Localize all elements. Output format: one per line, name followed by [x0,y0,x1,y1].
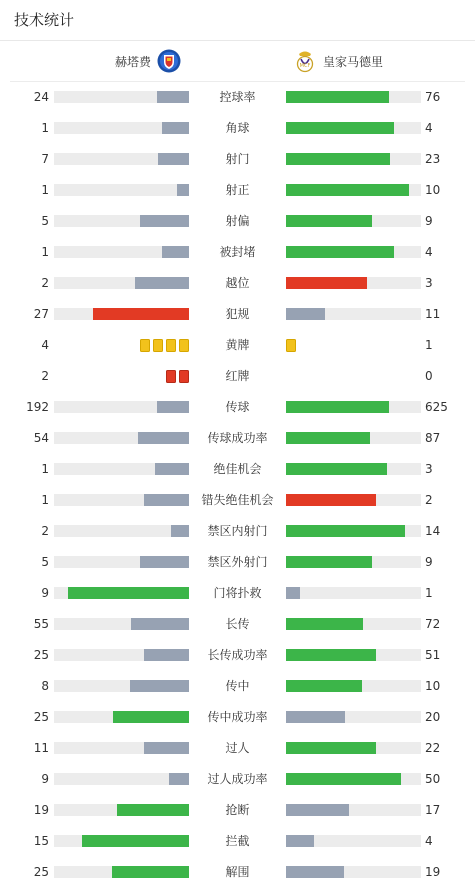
stat-row [0,795,475,826]
away-bar-fill [286,649,376,661]
away-value: 14 [425,524,441,538]
away-value: 2 [425,493,433,507]
home-yellow-cards [140,339,189,352]
away-bar-fill [286,680,362,692]
away-value: 10 [425,679,441,693]
home-bar-fill [138,432,189,444]
away-value: 10 [425,183,441,197]
stat-row [0,361,475,392]
home-bar-track [54,91,189,103]
home-bar-fill [140,556,189,568]
red-card-icon [166,370,176,383]
home-team-name: 赫塔费 [114,54,151,69]
stat-label: 角球 [225,121,250,135]
away-bar-fill [286,525,405,537]
away-bar-fill [286,184,409,196]
home-red-cards [166,370,189,383]
stat-label: 传球 [225,400,250,414]
away-value: 20 [425,710,441,724]
away-bar-track [286,587,421,599]
home-bar-track [54,587,189,599]
home-bar-fill [113,711,189,723]
real-madrid-crest-icon [293,49,317,73]
away-bar-fill [286,308,325,320]
away-bar-fill [286,711,345,723]
away-bar-track [286,463,421,475]
away-bar-track [286,866,421,878]
yellow-card-icon [153,339,163,352]
home-bar-track [54,494,189,506]
stat-row [0,516,475,547]
yellow-card-icon [286,339,296,352]
stat-row [0,454,475,485]
stat-row [0,330,475,361]
away-bar-track [286,773,421,785]
away-bar-fill [286,401,389,413]
stat-label: 传中 [225,679,250,693]
away-bar-fill [286,91,389,103]
stat-label: 黄牌 [225,338,250,352]
away-value: 19 [425,865,441,879]
stat-row [0,237,475,268]
stat-row [0,578,475,609]
home-bar-track [54,463,189,475]
away-bar-track [286,432,421,444]
stat-row [0,609,475,640]
home-bar-fill [177,184,189,196]
away-value: 22 [425,741,441,755]
away-value: 23 [425,152,441,166]
stat-row [0,82,475,113]
home-bar-track [54,246,189,258]
away-bar-track [286,184,421,196]
home-value: 24 [33,90,49,104]
stat-label: 红牌 [225,369,250,383]
home-bar-track [54,122,189,134]
away-bar-fill [286,215,372,227]
stat-row [0,826,475,857]
home-value: 27 [33,307,49,321]
home-bar-track [54,680,189,692]
home-bar-track [54,711,189,723]
home-bar-fill [130,680,189,692]
stat-label: 禁区内射门 [207,524,268,538]
away-bar-fill [286,866,344,878]
away-value: 3 [425,276,433,290]
yellow-card-icon [140,339,150,352]
home-value: 7 [41,152,49,166]
away-bar-fill [286,804,349,816]
home-value: 1 [41,121,49,135]
home-bar-track [54,649,189,661]
away-bar-track [286,680,421,692]
home-bar-fill [135,277,189,289]
yellow-card-icon [166,339,176,352]
away-value: 4 [425,834,433,848]
away-value: 11 [425,307,441,321]
home-bar-track [54,804,189,816]
home-bar-fill [157,401,189,413]
away-bar-fill [286,742,376,754]
stats-list [0,82,475,888]
away-bar-track [286,835,421,847]
stat-label: 射门 [225,152,250,166]
away-bar-track [286,711,421,723]
home-value: 1 [41,183,49,197]
away-bar-fill [286,618,363,630]
home-bar-track [54,835,189,847]
home-value: 25 [33,865,49,879]
home-value: 15 [33,834,49,848]
away-value: 87 [425,431,441,445]
away-bar-track [286,649,421,661]
home-value: 11 [33,741,49,755]
away-value: 9 [425,555,433,569]
home-value: 1 [41,493,49,507]
home-bar-fill [112,866,189,878]
away-bar-fill [286,556,372,568]
stat-row [0,485,475,516]
stat-row [0,268,475,299]
stat-label: 绝佳机会 [213,462,262,476]
away-team-name: 皇家马德里 [323,54,384,69]
home-bar-track [54,432,189,444]
away-bar-fill [286,494,376,506]
home-bar-fill [93,308,189,320]
stat-label: 传球成功率 [207,431,268,445]
away-value: 50 [425,772,441,786]
away-bar-track [286,91,421,103]
stat-label: 门将扑救 [213,586,262,600]
home-bar-track [54,866,189,878]
stat-label: 拦截 [225,834,250,848]
home-value: 19 [33,803,49,817]
away-bar-track [286,308,421,320]
home-bar-fill [82,835,189,847]
stat-label: 射偏 [225,214,250,228]
away-bar-track [286,277,421,289]
home-value: 25 [33,710,49,724]
home-value: 5 [41,214,49,228]
stat-row [0,206,475,237]
away-value: 3 [425,462,433,476]
stat-label: 长传成功率 [207,648,268,662]
away-bar-track [286,556,421,568]
away-bar-fill [286,587,300,599]
red-card-icon [179,370,189,383]
getafe-crest-icon [157,49,181,73]
away-value: 9 [425,214,433,228]
home-value: 1 [41,245,49,259]
stat-row [0,733,475,764]
stat-label: 过人 [225,741,250,755]
home-bar-track [54,742,189,754]
home-value: 1 [41,462,49,476]
stat-label: 犯规 [225,307,250,321]
stat-label: 禁区外射门 [207,555,268,569]
away-bar-fill [286,246,394,258]
home-bar-fill [144,742,189,754]
away-bar-track [286,153,421,165]
home-value: 2 [41,276,49,290]
home-value: 2 [41,524,49,538]
home-value: 5 [41,555,49,569]
stat-row [0,113,475,144]
stat-row [0,640,475,671]
stat-label: 控球率 [219,90,256,104]
away-bar-track [286,246,421,258]
away-bar-track [286,525,421,537]
yellow-card-icon [179,339,189,352]
stat-label: 射正 [225,183,250,197]
away-bar-track [286,742,421,754]
home-bar-track [54,618,189,630]
home-bar-track [54,215,189,227]
away-team[interactable] [293,41,383,81]
away-value: 17 [425,803,441,817]
stat-row [0,671,475,702]
home-value: 4 [41,338,49,352]
stat-label: 越位 [225,276,250,290]
away-value: 4 [425,121,433,135]
away-bar-fill [286,835,314,847]
page-title: 技术统计 [0,0,475,41]
home-team[interactable] [115,41,181,81]
away-bar-fill [286,277,367,289]
away-bar-track [286,804,421,816]
away-value: 51 [425,648,441,662]
away-bar-fill [286,773,401,785]
home-bar-fill [140,215,189,227]
away-value: 1 [425,338,433,352]
home-bar-fill [144,494,189,506]
home-bar-fill [131,618,189,630]
home-value: 55 [33,617,49,631]
home-bar-track [54,184,189,196]
svg-text:MCF: MCF [299,63,311,69]
home-bar-fill [68,587,190,599]
home-bar-fill [162,246,189,258]
away-bar-track [286,122,421,134]
stat-label: 解围 [225,865,250,879]
home-bar-track [54,308,189,320]
away-value: 625 [425,400,448,414]
stat-row [0,144,475,175]
home-bar-fill [117,804,189,816]
home-value: 54 [33,431,49,445]
stat-row [0,547,475,578]
teams-header [10,41,465,82]
stat-row [0,702,475,733]
stat-label: 传中成功率 [207,710,268,724]
home-bar-track [54,773,189,785]
stat-label: 长传 [225,617,250,631]
stat-row [0,857,475,888]
stat-label: 被封堵 [219,245,256,259]
home-bar-track [54,525,189,537]
home-bar-track [54,153,189,165]
away-bar-fill [286,432,370,444]
home-bar-track [54,401,189,413]
home-bar-fill [169,773,189,785]
home-bar-fill [144,649,189,661]
home-value: 8 [41,679,49,693]
away-bar-track [286,401,421,413]
home-value: 25 [33,648,49,662]
away-bar-fill [286,463,387,475]
home-bar-track [54,556,189,568]
stat-row [0,764,475,795]
stat-row [0,392,475,423]
home-value: 192 [26,400,49,414]
home-bar-fill [155,463,189,475]
away-bar-track [286,618,421,630]
stat-label: 错失绝佳机会 [201,493,274,507]
home-value: 9 [41,772,49,786]
home-value: 2 [41,369,49,383]
home-bar-fill [158,153,189,165]
stat-label: 抢断 [225,803,250,817]
home-bar-fill [157,91,189,103]
away-yellow-cards [286,339,296,352]
away-value: 1 [425,586,433,600]
home-bar-track [54,277,189,289]
stat-row [0,175,475,206]
away-bar-track [286,215,421,227]
home-bar-fill [171,525,189,537]
away-value: 76 [425,90,441,104]
away-bar-fill [286,153,390,165]
away-value: 4 [425,245,433,259]
stat-row [0,423,475,454]
home-bar-fill [162,122,189,134]
away-bar-fill [286,122,394,134]
away-value: 72 [425,617,441,631]
home-value: 9 [41,586,49,600]
stat-row [0,299,475,330]
stat-label: 过人成功率 [207,772,268,786]
away-value: 0 [425,369,433,383]
away-bar-track [286,494,421,506]
